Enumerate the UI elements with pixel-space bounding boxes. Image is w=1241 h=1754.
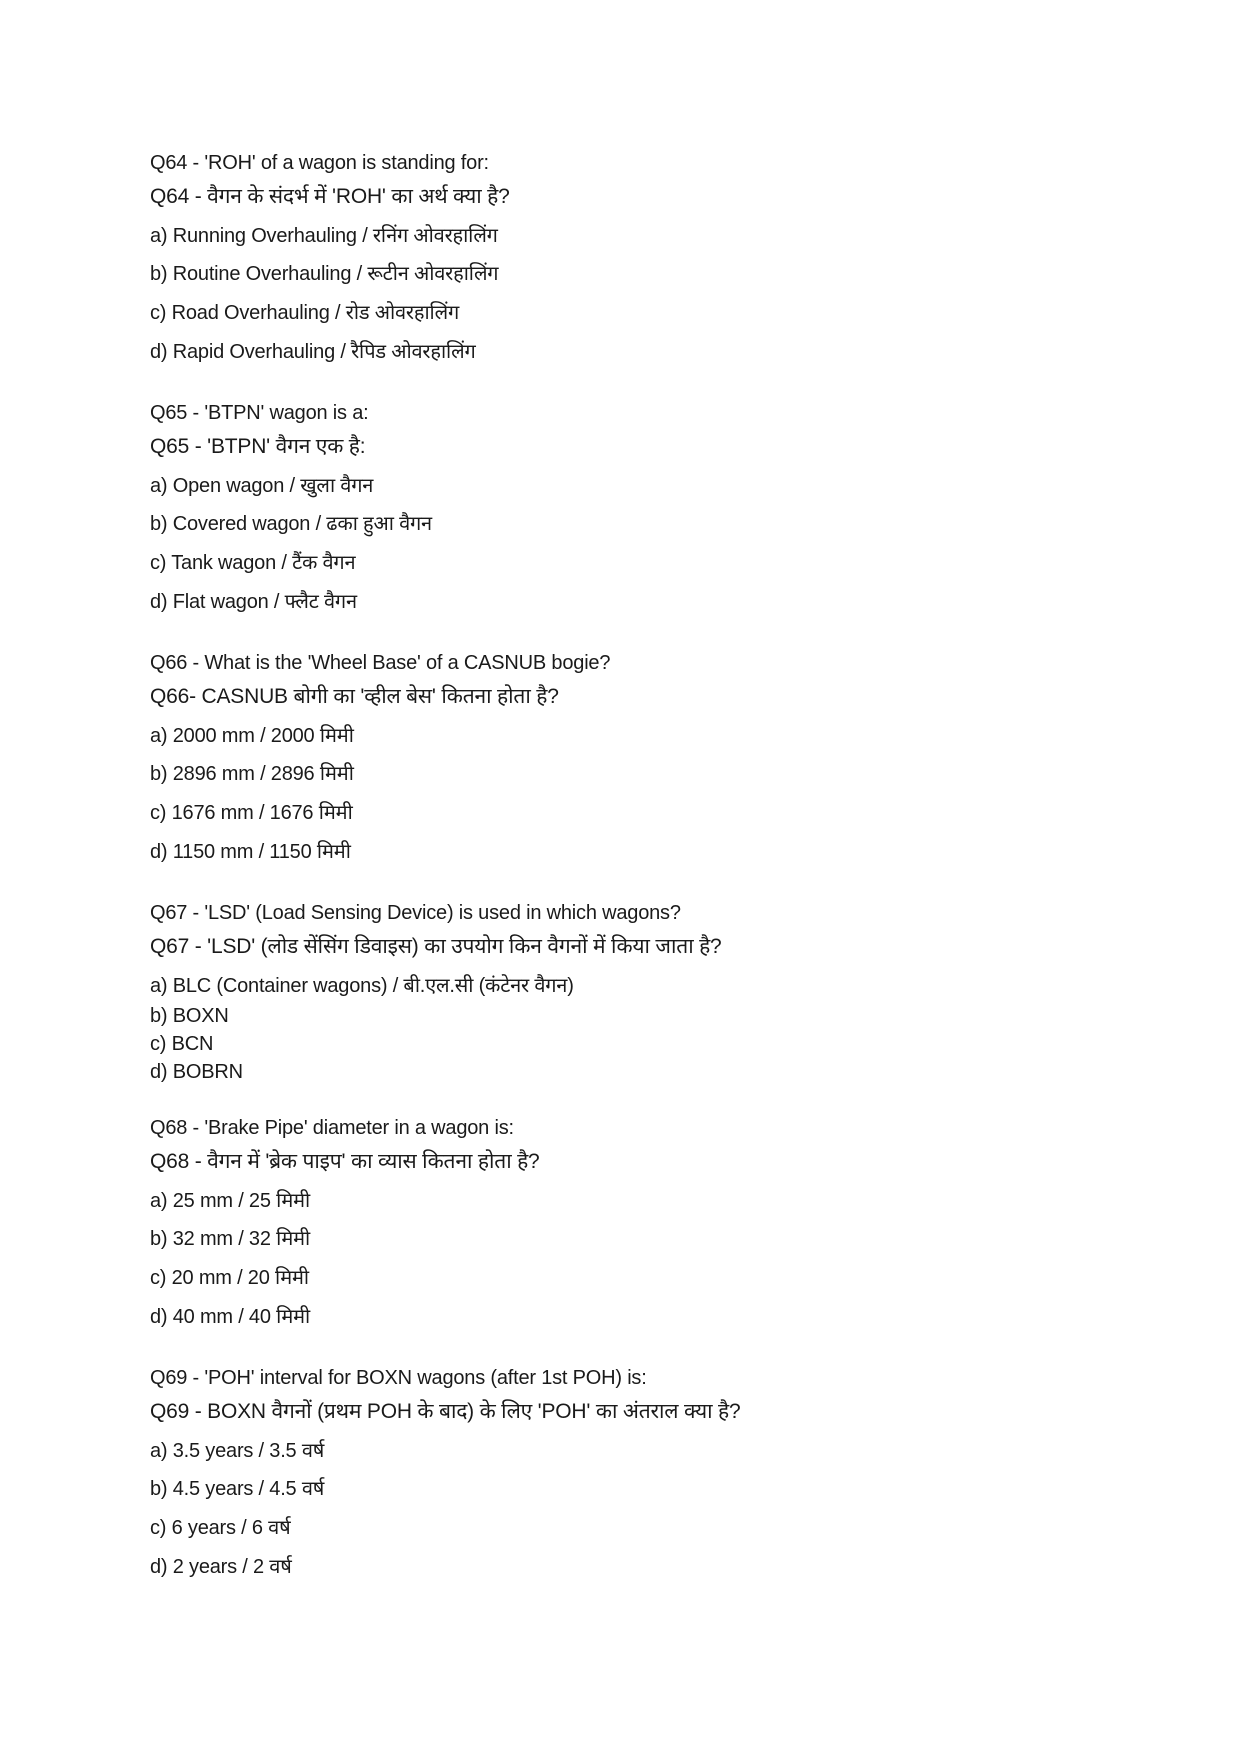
question-66-option-c: c) 1676 mm / 1676 मिमी: [150, 802, 353, 824]
question-68-hindi: Q68 - वैगन में 'ब्रेक पाइप' का व्यास कितना होता है?: [150, 1150, 540, 1173]
question-65-option-b: b) Covered wagon / ढका हुआ वैगन: [150, 513, 432, 535]
question-66-option-d: d) 1150 mm / 1150 मिमी: [150, 841, 351, 863]
question-67-option-d: d) BOBRN: [150, 1061, 243, 1083]
question-68-option-d: d) 40 mm / 40 मिमी: [150, 1306, 311, 1328]
question-67-english: Q67 - 'LSD' (Load Sensing Device) is used in which wagons?: [150, 902, 681, 924]
question-65-option-c: c) Tank wagon / टैंक वैगन: [150, 552, 356, 574]
question-68-option-b: b) 32 mm / 32 मिमी: [150, 1228, 311, 1250]
question-67-option-a: a) BLC (Container wagons) / बी.एल.सी (कंटेनर वैगन): [150, 975, 574, 997]
question-68-option-c: c) 20 mm / 20 मिमी: [150, 1267, 309, 1289]
question-64-hindi: Q64 - वैगन के संदर्भ में 'ROH' का अर्थ क्या है?: [150, 185, 510, 208]
question-65-hindi: Q65 - 'BTPN' वैगन एक है:: [150, 435, 366, 458]
question-66-english: Q66 - What is the 'Wheel Base' of a CASNUB bogie?: [150, 652, 611, 674]
question-68-english: Q68 - 'Brake Pipe' diameter in a wagon is:: [150, 1117, 514, 1139]
question-69-option-a: a) 3.5 years / 3.5 वर्ष: [150, 1440, 325, 1462]
question-64-option-c: c) Road Overhauling / रोड ओवरहालिंग: [150, 302, 460, 324]
question-65-option-a: a) Open wagon / खुला वैगन: [150, 475, 374, 497]
question-69-option-c: c) 6 years / 6 वर्ष: [150, 1517, 291, 1539]
question-69-option-d: d) 2 years / 2 वर्ष: [150, 1556, 292, 1578]
question-69-option-b: b) 4.5 years / 4.5 वर्ष: [150, 1478, 325, 1500]
question-65-english: Q65 - 'BTPN' wagon is a:: [150, 402, 369, 424]
question-69-hindi: Q69 - BOXN वैगनों (प्रथम POH के बाद) के लिए 'POH' का अंतराल क्या है?: [150, 1400, 741, 1423]
question-67-option-c: c) BCN: [150, 1033, 214, 1055]
question-66-option-b: b) 2896 mm / 2896 मिमी: [150, 763, 354, 785]
question-64-option-d: d) Rapid Overhauling / रैपिड ओवरहालिंग: [150, 341, 476, 363]
question-69-english: Q69 - 'POH' interval for BOXN wagons (after 1st POH) is:: [150, 1367, 647, 1389]
question-65-option-d: d) Flat wagon / फ्लैट वैगन: [150, 591, 357, 613]
question-64-option-b: b) Routine Overhauling / रूटीन ओवरहालिंग: [150, 263, 499, 285]
question-64-option-a: a) Running Overhauling / रनिंग ओवरहालिंग: [150, 225, 498, 247]
question-67-hindi: Q67 - 'LSD' (लोड सेंसिंग डिवाइस) का उपयोग किन वैगनों में किया जाता है?: [150, 935, 722, 958]
question-67-option-b: b) BOXN: [150, 1005, 229, 1027]
question-66-option-a: a) 2000 mm / 2000 मिमी: [150, 725, 354, 747]
question-68-option-a: a) 25 mm / 25 मिमी: [150, 1190, 311, 1212]
question-64-english: Q64 - 'ROH' of a wagon is standing for:: [150, 152, 489, 174]
question-66-hindi: Q66- CASNUB बोगी का 'व्हील बेस' कितना होता है?: [150, 685, 559, 708]
